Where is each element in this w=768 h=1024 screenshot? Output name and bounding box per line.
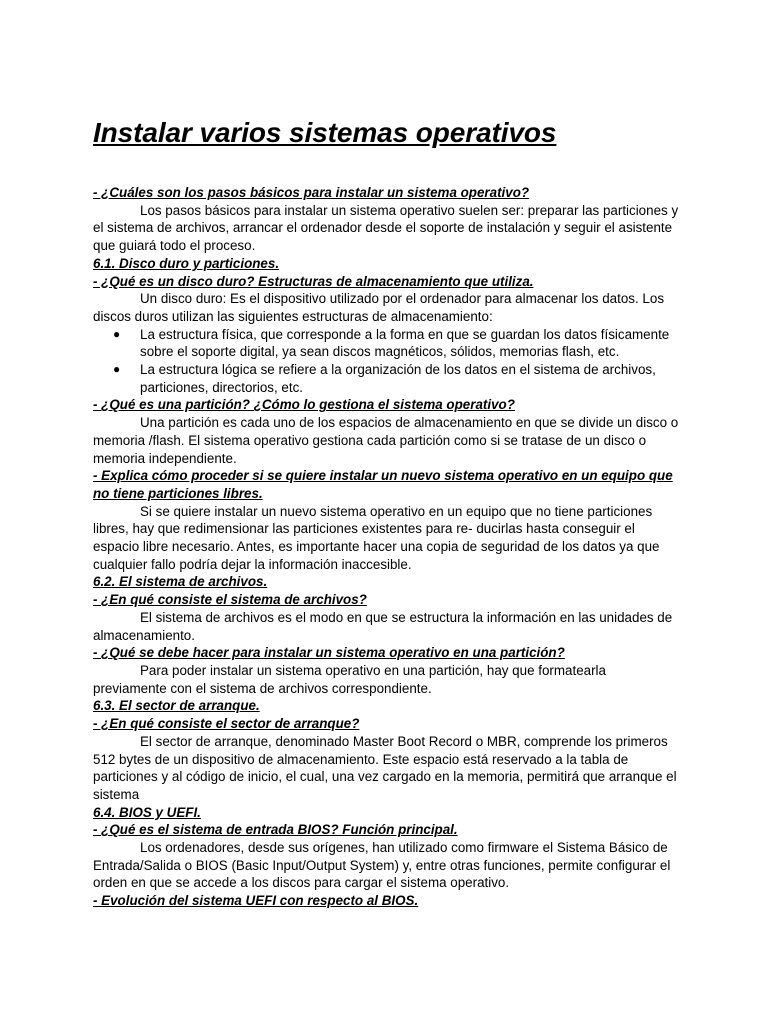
paragraph: Los pasos básicos para instalar un sistema operativo suelen ser: preparar las particiones y el sistema de archivos, arrancar el ordenador desde el soporte de instalación y seguir el asistente que guiará todo el proceso. <box>93 202 679 254</box>
section-heading: 6.2. El sistema de archivos. <box>93 574 268 590</box>
bullet-list <box>93 326 683 397</box>
list-item <box>93 361 683 396</box>
section-heading: 6.3. El sector de arranque. <box>93 698 260 714</box>
bullet-icon: ● <box>113 326 121 341</box>
question-heading: - ¿Qué es el sistema de entrada BIOS? Función principal. <box>93 822 458 838</box>
section-heading: 6.1. Disco duro y particiones. <box>93 255 280 271</box>
question-heading: - ¿En qué consiste el sector de arranque? <box>93 716 360 732</box>
paragraph: Para poder instalar un sistema operativo en una partición, hay que formatearla previamente con el sistema de archivos correspondiente. <box>93 662 606 696</box>
page-title: Instalar varios sistemas operativos <box>93 117 557 148</box>
paragraph: Una partición es cada uno de los espacios de almacenamiento en que se divide un disco o memoria /flash. El sistema operativo gestiona cada partición como si se tratase de un disco o memoria independiente. <box>93 415 679 466</box>
bullet-icon: ● <box>113 362 121 377</box>
paragraph: Si se quiere instalar un nuevo sistema operativo en un equipo que no tiene particiones libres, hay que redimensionar las particiones existentes para re- ducirlas hasta conseguir el espacio libre necesario. Antes, es importante hacer una copia de seguridad de los datos ya que cualquier fallo podría dejar la información inaccesible. <box>93 503 660 572</box>
question-heading: - ¿Qué es una partición? ¿Cómo lo gestiona el sistema operativo? <box>93 397 515 413</box>
list-item <box>93 326 683 361</box>
question-heading: - Explica cómo proceder si se quiere instalar un nuevo sistema operativo en un equipo que no tiene particiones libres. <box>93 468 673 501</box>
list-item-text: La estructura lógica se refiere a la organización de los datos en el sistema de archivos, particiones, directorios, etc. <box>140 362 656 395</box>
question-heading: - ¿Qué se debe hacer para instalar un sistema operativo en una partición? <box>93 645 565 661</box>
question-heading: - Evolución del sistema UEFI con respecto al BIOS. <box>93 893 419 909</box>
question-heading: - ¿En qué consiste el sistema de archivos? <box>93 592 367 608</box>
paragraph: Un disco duro: Es el dispositivo utilizado por el ordenador para almacenar los datos. Los discos duros utilizan las siguientes estructuras de almacenamiento: <box>93 291 665 324</box>
document-body <box>93 114 683 910</box>
list-item-text: La estructura física, que corresponde a la forma en que se guardan los datos físicamente sobre el soporte digital, ya sean discos magnéticos, sólidos, memorias flash, etc. <box>140 326 670 360</box>
section-heading: 6.4. BIOS y UEFI. <box>93 804 201 820</box>
paragraph: El sector de arranque, denominado Master Boot Record o MBR, comprende los primeros 512 bytes de un dispositivo de almacenamiento. Este espacio está reservado a la tabla de particiones y al código de inicio, el cual, una vez cargado en la memoria, permitirá que arranque el sistema <box>93 733 677 802</box>
question-heading: - ¿Qué es un disco duro? Estructuras de almacenamiento que utiliza. <box>93 273 534 289</box>
question-heading: - ¿Cuáles son los pasos básicos para instalar un sistema operativo? <box>93 185 530 200</box>
paragraph: Los ordenadores, desde sus orígenes, han utilizado como firmware el Sistema Básico de Entrada/Salida o BIOS (Basic Input/Output System) y, entre otras funciones, permite configurar el orden en que se accede a los discos para cargar el sistema operativo. <box>93 840 671 891</box>
paragraph: El sistema de archivos es el modo en que se estructura la información en las unidades de almacenamiento. <box>93 609 673 643</box>
